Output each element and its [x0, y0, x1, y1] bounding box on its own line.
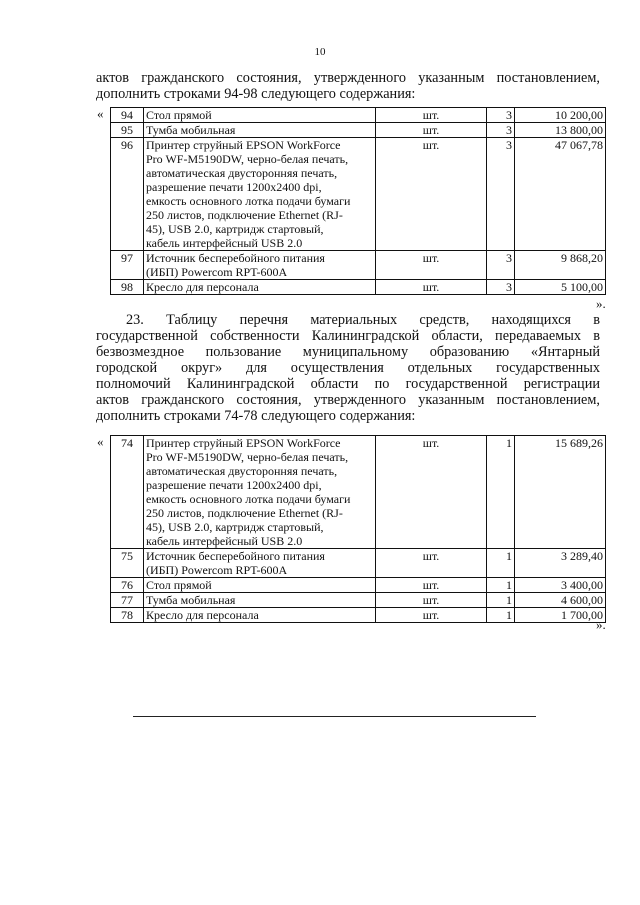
item-name-line: Источник бесперебойного питания — [146, 549, 325, 563]
table-row — [111, 280, 606, 295]
item-name-line: Принтер струйный EPSON WorkForce — [146, 138, 341, 152]
item-name-line: кабель интерфейсный USB 2.0 — [146, 236, 303, 250]
item23-line: дополнить строками 74-78 следующего содержания: — [96, 408, 416, 424]
unit: шт. — [376, 608, 487, 623]
item-name-line: Тумба мобильная — [146, 123, 236, 137]
row-number: 98 — [111, 280, 144, 295]
item-name-line: Pro WF-M5190DW, черно-белая печать, — [146, 450, 349, 464]
quantity: 3 — [487, 123, 515, 138]
row-number: 97 — [111, 251, 144, 280]
unit: шт. — [376, 138, 487, 251]
item23-line: 23. Таблицу перечня материальных средств, находящихся в — [126, 312, 600, 328]
item-name — [144, 578, 376, 593]
item23-line: полномочий Калининградской области по государственной регистрации — [96, 376, 600, 392]
item-name-line: Принтер струйный EPSON WorkForce — [146, 436, 341, 450]
item-name — [144, 108, 376, 123]
item-name-line: Тумба мобильная — [146, 593, 236, 607]
item-name — [144, 138, 376, 251]
price: 15 689,26 — [515, 436, 606, 549]
table1-close-quote: ». — [596, 296, 606, 311]
unit: шт. — [376, 280, 487, 295]
item-name — [144, 593, 376, 608]
price: 10 200,00 — [515, 108, 606, 123]
quantity: 1 — [487, 578, 515, 593]
item-name-line: автоматическая двусторонняя печать, — [146, 464, 338, 478]
item-name-line: Стол прямой — [146, 578, 212, 592]
price: 3 400,00 — [515, 578, 606, 593]
table2-close-quote: ». — [596, 617, 606, 632]
row-number: 75 — [111, 549, 144, 578]
item-name-line: кабель интерфейсный USB 2.0 — [146, 534, 303, 548]
item23-line: актов гражданского состояния, утвержденного указанным постановлением, — [96, 392, 600, 408]
items-table-94-98 — [110, 107, 606, 295]
item-name-line: автоматическая двусторонняя печать, — [146, 166, 338, 180]
item-name — [144, 608, 376, 623]
item23-line: государственной собственности Калининградской области, передаваемых в — [96, 328, 600, 344]
unit: шт. — [376, 108, 487, 123]
item-name — [144, 251, 376, 280]
price: 1 700,00 — [515, 608, 606, 623]
unit: шт. — [376, 578, 487, 593]
table-row — [111, 138, 606, 251]
item-name-line: Стол прямой — [146, 108, 212, 122]
quantity: 3 — [487, 251, 515, 280]
item-name-line: 45), USB 2.0, картридж стартовый, — [146, 520, 324, 534]
item-name — [144, 549, 376, 578]
item-name-line: Кресло для персонала — [146, 608, 259, 622]
unit: шт. — [376, 251, 487, 280]
intro-line: актов гражданского состояния, утвержденного указанным постановлением, — [96, 70, 600, 86]
row-number: 96 — [111, 138, 144, 251]
quantity: 1 — [487, 608, 515, 623]
table2-open-quote: « — [97, 434, 104, 449]
item-name — [144, 123, 376, 138]
item-23-paragraph — [96, 312, 600, 424]
quantity: 1 — [487, 593, 515, 608]
price: 47 067,78 — [515, 138, 606, 251]
quantity: 3 — [487, 138, 515, 251]
unit: шт. — [376, 593, 487, 608]
item-name-line: Источник бесперебойного питания — [146, 251, 325, 265]
item-name-line: Pro WF-M5190DW, черно-белая печать, — [146, 152, 349, 166]
table1-open-quote: « — [97, 106, 104, 121]
intro-paragraph — [96, 70, 600, 102]
page-number: 10 — [314, 46, 326, 58]
item-name-line: (ИБП) Powercom RPT-600A — [146, 563, 288, 577]
intro-line: дополнить строками 94-98 следующего содержания: — [96, 86, 416, 102]
table-row — [111, 251, 606, 280]
row-number: 77 — [111, 593, 144, 608]
quantity: 3 — [487, 280, 515, 295]
item23-line: городской округ» для осуществления отдельных государственных — [96, 360, 600, 376]
table-row — [111, 123, 606, 138]
item-name-line: разрешение печати 1200x2400 dpi, — [146, 180, 322, 194]
item-name — [144, 280, 376, 295]
item-name-line: емкость основного лотка подачи бумаги — [146, 492, 351, 506]
row-number: 74 — [111, 436, 144, 549]
item-name-line: 45), USB 2.0, картридж стартовый, — [146, 222, 324, 236]
table-row — [111, 436, 606, 549]
table-row — [111, 578, 606, 593]
item-name — [144, 436, 376, 549]
table-row — [111, 593, 606, 608]
item-name-line: разрешение печати 1200x2400 dpi, — [146, 478, 322, 492]
table-row — [111, 108, 606, 123]
items-table-74-78 — [110, 435, 606, 623]
item23-line: безвозмездное пользование муниципальному образованию «Янтарный — [96, 344, 600, 360]
quantity: 1 — [487, 436, 515, 549]
item-name-line: (ИБП) Powercom RPT-600A — [146, 265, 288, 279]
quantity: 1 — [487, 549, 515, 578]
table-row — [111, 549, 606, 578]
table-row — [111, 608, 606, 623]
item-name-line: Кресло для персонала — [146, 280, 259, 294]
price: 9 868,20 — [515, 251, 606, 280]
unit: шт. — [376, 436, 487, 549]
item-name-line: 250 листов, подключение Ethernet (RJ- — [146, 208, 343, 222]
price: 4 600,00 — [515, 593, 606, 608]
price: 13 800,00 — [515, 123, 606, 138]
price: 3 289,40 — [515, 549, 606, 578]
unit: шт. — [376, 549, 487, 578]
price: 5 100,00 — [515, 280, 606, 295]
signature-divider — [133, 716, 536, 717]
row-number: 76 — [111, 578, 144, 593]
row-number: 95 — [111, 123, 144, 138]
unit: шт. — [376, 123, 487, 138]
item-name-line: 250 листов, подключение Ethernet (RJ- — [146, 506, 343, 520]
quantity: 3 — [487, 108, 515, 123]
row-number: 78 — [111, 608, 144, 623]
item-name-line: емкость основного лотка подачи бумаги — [146, 194, 351, 208]
row-number: 94 — [111, 108, 144, 123]
